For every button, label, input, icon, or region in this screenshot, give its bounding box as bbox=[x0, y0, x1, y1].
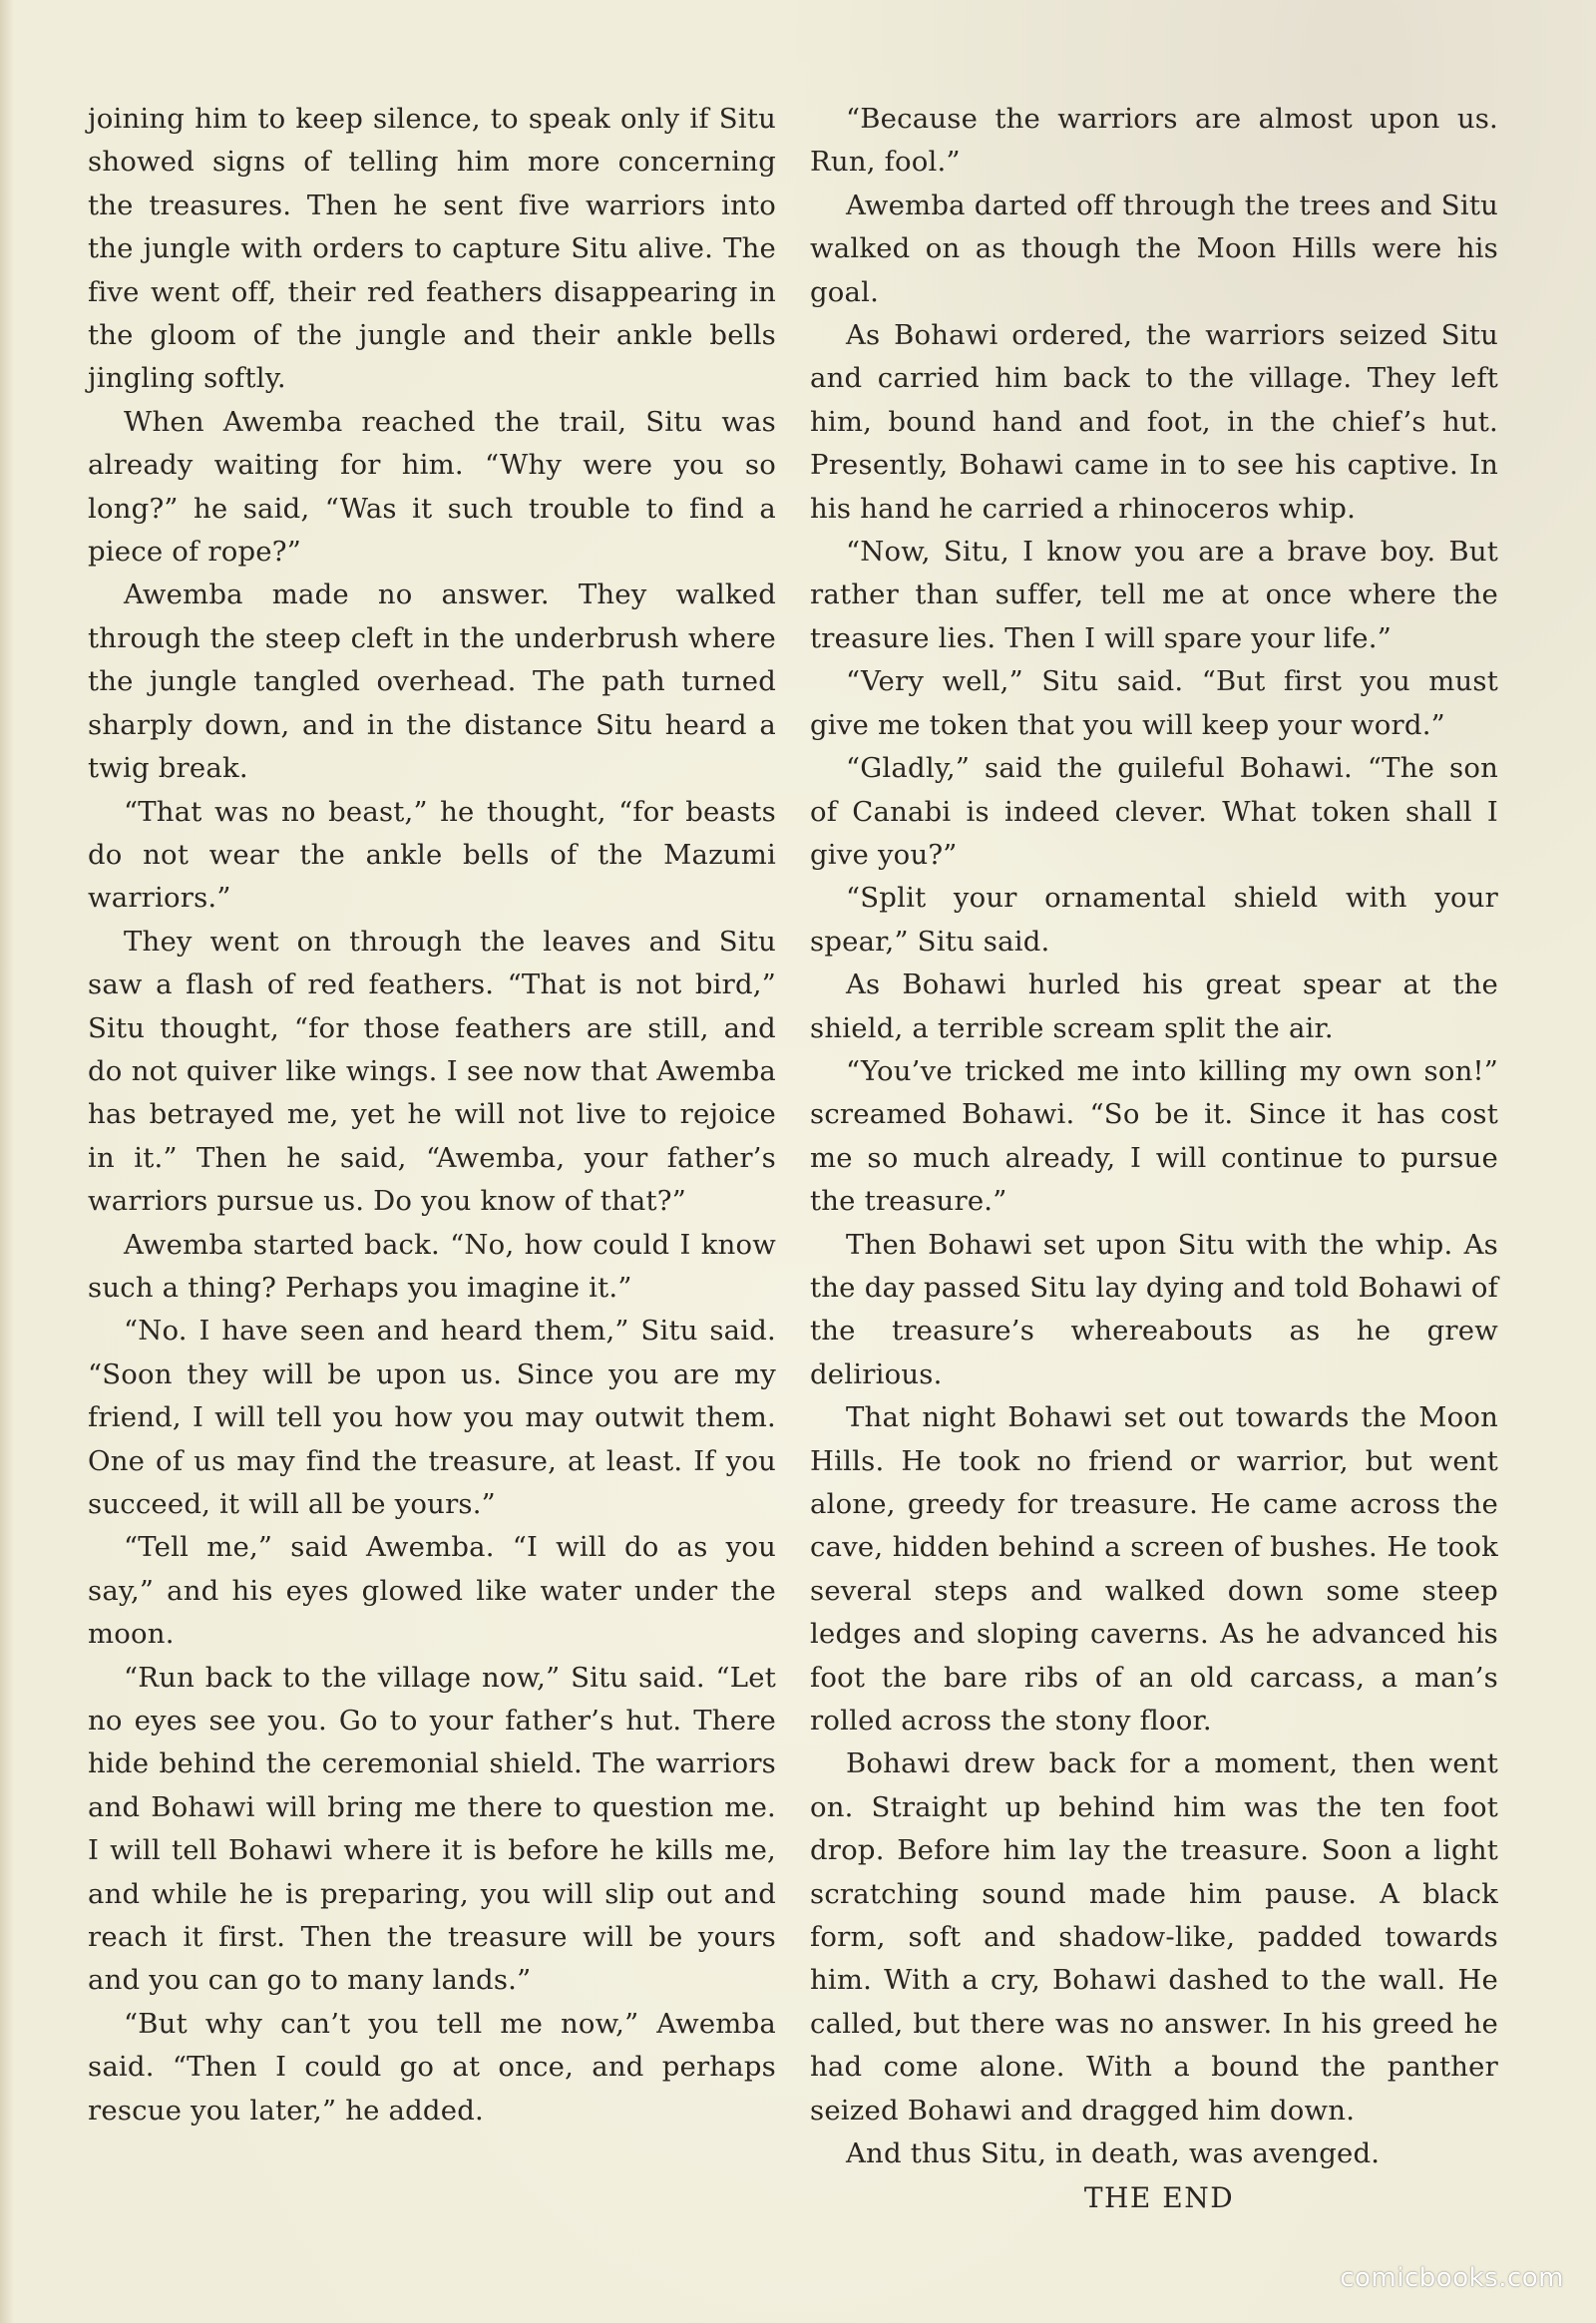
paragraph: “You’ve tricked me into killing my own son!” screamed Bohawi. “So be it. Since it has cost me so much already, I will continue to pursue the treasure.” bbox=[810, 1054, 1498, 1218]
paragraph: “Now, Situ, I know you are a brave boy. But rather than suffer, tell me at once where the treasure lies. Then I will spare your life.” bbox=[810, 536, 1498, 654]
page-edge-shadow bbox=[0, 0, 14, 2323]
paragraph: “No. I have seen and heard them,” Situ said. “Soon they will be upon us. Since you are my friend, I will tell you how you may outwit them. One of us may find the treasure, at least. If you succeed, it will all be yours.” bbox=[88, 1315, 776, 1520]
left-text-column bbox=[88, 98, 776, 2132]
right-text-column bbox=[810, 98, 1498, 2219]
the-end-heading: THE END bbox=[1083, 2180, 1235, 2214]
paragraph: Bohawi drew back for a moment, then went on. Straight up behind him was the ten foot drop. Before him lay the treasure. Soon a light scratching sound made him pause. A black form, soft and shadow-like, padded towards him. With a cry, Bohawi dashed to the wall. He called, but there was no answer. In his greed he had come alone. With a bound the panther seized Bohawi and dragged him down. bbox=[810, 1747, 1498, 2127]
paragraph: And thus Situ, in death, was avenged. bbox=[846, 2137, 1381, 2170]
paragraph: When Awemba reached the trail, Situ was already waiting for him. “Why were you so long?” he said, “Was it such trouble to find a piece of rope?” bbox=[88, 405, 776, 569]
paragraph: joining him to keep silence, to speak only if Situ showed signs of telling him more concerning the treasures. Then he sent five warriors into the jungle with orders to capture Situ alive. The five went off, their red feathers disappearing in the gloom of the jungle and their ankle bells jingling softly. bbox=[88, 103, 776, 395]
paragraph: “Tell me,” said Awemba. “I will do as you say,” and his eyes glowed like water under the moon. bbox=[88, 1531, 776, 1651]
paragraph: “Run back to the village now,” Situ said. “Let no eyes see you. Go to your father’s hut. There hide behind the ceremonial shield. The warriors and Bohawi will bring me there to question me. I will tell Bohawi where it is before he kills me, and while he is preparing, you will slip out and reach it first. Then the treasure will be yours and you can go to many lands.” bbox=[88, 1661, 776, 1997]
paragraph: They went on through the leaves and Situ saw a flash of red feathers. “That is not bird,” Situ thought, “for those feathers are still, and do not quiver like wings. I see now that Awemba has betrayed me, yet he will not live to rejoice in it.” Then he said, “Awemba, your father’s warriors pursue us. Do you know of that?” bbox=[88, 925, 776, 1218]
paragraph: “Split your ornamental shield with your spear,” Situ said. bbox=[810, 882, 1498, 958]
paragraph: “But why can’t you tell me now,” Awemba said. “Then I could go at once, and perhaps rescue you later,” he added. bbox=[88, 2007, 776, 2127]
paragraph: “That was no beast,” he thought, “for beasts do not wear the ankle bells of the Mazumi warriors.” bbox=[88, 795, 776, 915]
paragraph: As Bohawi ordered, the warriors seized Situ and carried him back to the village. They left him, bound hand and foot, in the chief’s hut. Presently, Bohawi came in to see his captive. In his hand he carried a rhinoceros whip. bbox=[810, 319, 1498, 525]
site-watermark: comicbooks.com bbox=[1340, 2263, 1564, 2293]
paragraph: “Gladly,” said the guileful Bohawi. “The son of Canabi is indeed clever. What token shall I give you?” bbox=[810, 752, 1498, 871]
paragraph: Then Bohawi set upon Situ with the whip. As the day passed Situ lay dying and told Bohawi of the treasure’s whereabouts as he grew delirious. bbox=[810, 1228, 1498, 1390]
paragraph: “Very well,” Situ said. “But first you must give me token that you will keep your word.” bbox=[810, 665, 1498, 741]
paragraph: Awemba made no answer. They walked through the steep cleft in the underbrush where the jungle tangled overhead. The path turned sharply down, and in the distance Situ heard a twig break. bbox=[88, 579, 776, 785]
paragraph: That night Bohawi set out towards the Moon Hills. He took no friend or warrior, but went alone, greedy for treasure. He came across the cave, hidden behind a screen of bushes. He took several steps and walked down some steep ledges and sloping caverns. As he advanced his foot the bare ribs of an old carcass, a man’s rolled across the stony floor. bbox=[810, 1401, 1498, 1738]
paragraph: Awemba started back. “No, how could I know such a thing? Perhaps you imagine it.” bbox=[88, 1228, 776, 1304]
paragraph: “Because the warriors are almost upon us. Run, fool.” bbox=[810, 103, 1498, 179]
paragraph: As Bohawi hurled his great spear at the shield, a terrible scream split the air. bbox=[810, 968, 1498, 1044]
paragraph: Awemba darted off through the trees and Situ walked on as though the Moon Hills were his goal. bbox=[810, 189, 1498, 308]
